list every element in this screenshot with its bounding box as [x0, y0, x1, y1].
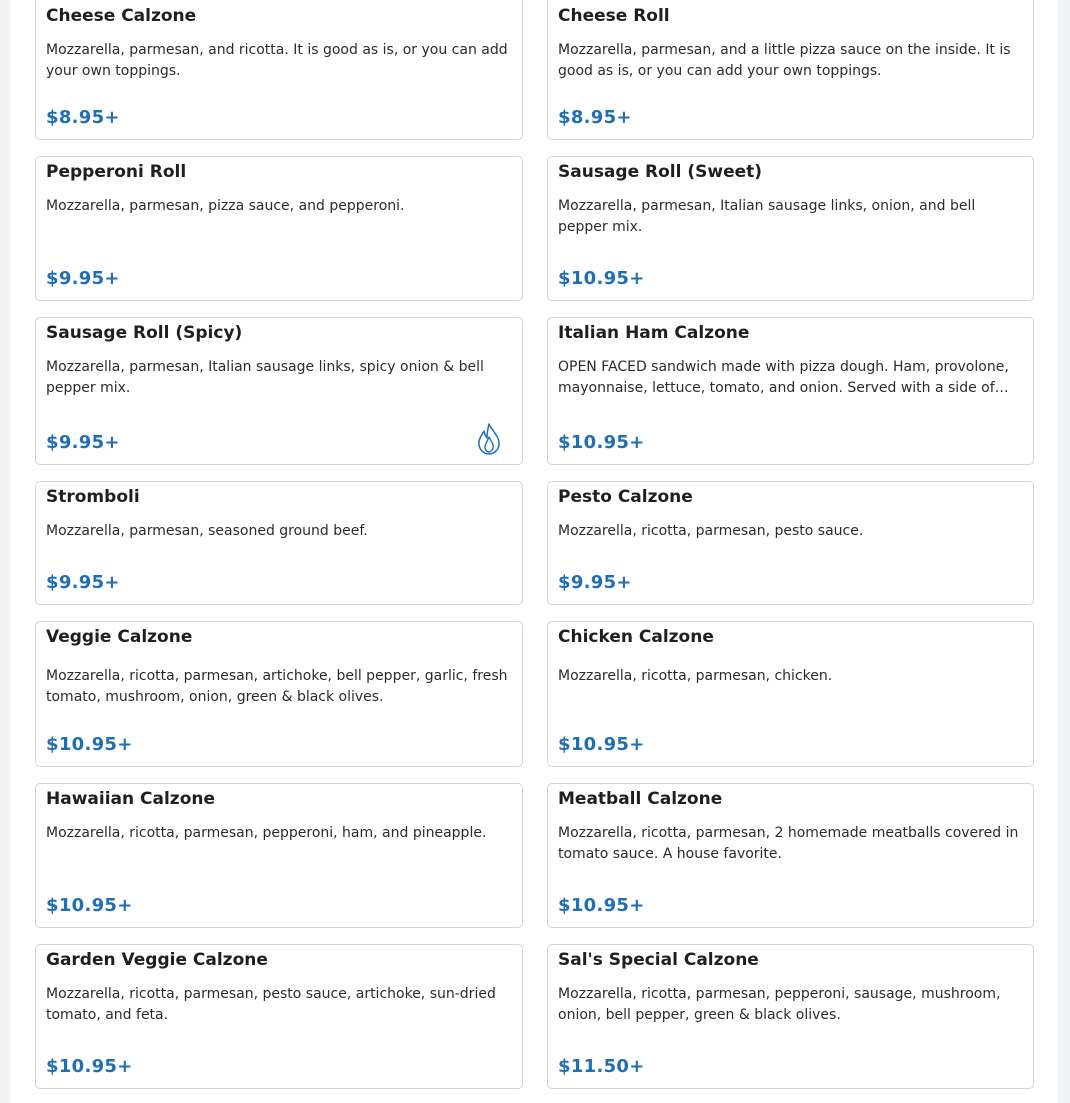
menu-item-price: $8.95+ [46, 107, 120, 128]
menu-item-description: Mozzarella, ricotta, parmesan, pepperoni, sausage, mushroom, onion, bell pepper, green & black olives. [558, 986, 1001, 1023]
menu-item-name: Hawaiian Calzone [46, 789, 216, 809]
menu-item-card[interactable] [35, 0, 523, 140]
menu-item-name: Cheese Roll [558, 6, 670, 26]
menu-item-name: Sal's Special Calzone [558, 950, 759, 970]
menu-item-description: OPEN FACED sandwich made with pizza dough. Ham, provolone, mayonnaise, lettuce, tomato, and onion. Served with a side of… [558, 359, 1009, 396]
menu-item-name: Pepperoni Roll [46, 162, 187, 182]
menu-item-description: Mozzarella, parmesan, pizza sauce, and pepperoni. [46, 198, 405, 214]
menu-item-name: Garden Veggie Calzone [46, 950, 268, 970]
menu-item-card[interactable] [35, 783, 523, 928]
menu-item-card[interactable] [35, 621, 523, 767]
menu-item-price: $10.95+ [558, 734, 645, 755]
menu-item-card[interactable] [547, 621, 1034, 767]
menu-item-price: $9.95+ [46, 432, 120, 453]
menu-item-price: $8.95+ [558, 107, 632, 128]
menu-item-card[interactable] [35, 481, 523, 605]
menu-item-description: Mozzarella, parmesan, and a little pizza sauce on the inside. It is good as is, or you can add your own toppings. [558, 42, 1011, 79]
menu-item-description: Mozzarella, ricotta, parmesan, pesto sauce, artichoke, sun-dried tomato, and feta. [46, 986, 496, 1023]
menu-item-card[interactable] [35, 156, 523, 301]
menu-item-name: Pesto Calzone [558, 487, 693, 507]
menu-item-name: Stromboli [46, 487, 140, 507]
menu-item-name: Meatball Calzone [558, 789, 723, 809]
menu-item-card[interactable] [547, 783, 1034, 928]
menu-item-price: $9.95+ [46, 268, 120, 289]
menu-item-card[interactable] [547, 0, 1034, 140]
menu-item-price: $10.95+ [558, 432, 645, 453]
menu-item-price: $9.95+ [558, 572, 632, 593]
menu-item-price: $9.95+ [46, 572, 120, 593]
menu-item-name: Italian Ham Calzone [558, 323, 750, 343]
menu-item-card[interactable] [547, 481, 1034, 605]
menu-item-name: Sausage Roll (Spicy) [46, 323, 243, 343]
menu-item-description: Mozzarella, ricotta, parmesan, 2 homemade meatballs covered in tomato sauce. A house favorite. [558, 825, 1019, 862]
menu-item-description: Mozzarella, parmesan, Italian sausage links, spicy onion & bell pepper mix. [46, 359, 484, 396]
menu-item-name: Chicken Calzone [558, 627, 714, 647]
menu-item-name: Sausage Roll (Sweet) [558, 162, 763, 182]
menu-item-name: Cheese Calzone [46, 6, 197, 26]
menu-item-price: $11.50+ [558, 1056, 645, 1077]
menu-item-price: $10.95+ [46, 895, 133, 916]
menu-item-description: Mozzarella, parmesan, and ricotta. It is good as is, or you can add your own toppings. [46, 42, 508, 79]
menu-item-description: Mozzarella, parmesan, seasoned ground beef. [46, 523, 368, 539]
menu-page [11, 0, 1058, 1103]
menu-item-description: Mozzarella, ricotta, parmesan, artichoke, bell pepper, garlic, fresh tomato, mushroom, onion, green & black olives. [46, 668, 508, 705]
flame-icon [476, 423, 502, 455]
menu-item-price: $10.95+ [46, 734, 133, 755]
menu-item-card[interactable] [35, 317, 523, 465]
menu-item-description: Mozzarella, ricotta, parmesan, pepperoni, ham, and pineapple. [46, 825, 487, 841]
menu-item-name: Veggie Calzone [46, 627, 193, 647]
menu-item-price: $10.95+ [558, 268, 645, 289]
menu-item-price: $10.95+ [558, 895, 645, 916]
menu-item-card[interactable] [547, 944, 1034, 1089]
menu-item-card[interactable] [547, 317, 1034, 465]
menu-item-description: Mozzarella, ricotta, parmesan, pesto sauce. [558, 523, 864, 539]
menu-item-card[interactable] [547, 156, 1034, 301]
menu-item-card[interactable] [35, 944, 523, 1089]
menu-item-description: Mozzarella, ricotta, parmesan, chicken. [558, 668, 833, 684]
menu-item-description: Mozzarella, parmesan, Italian sausage links, onion, and bell pepper mix. [558, 198, 976, 235]
menu-item-price: $10.95+ [46, 1056, 133, 1077]
